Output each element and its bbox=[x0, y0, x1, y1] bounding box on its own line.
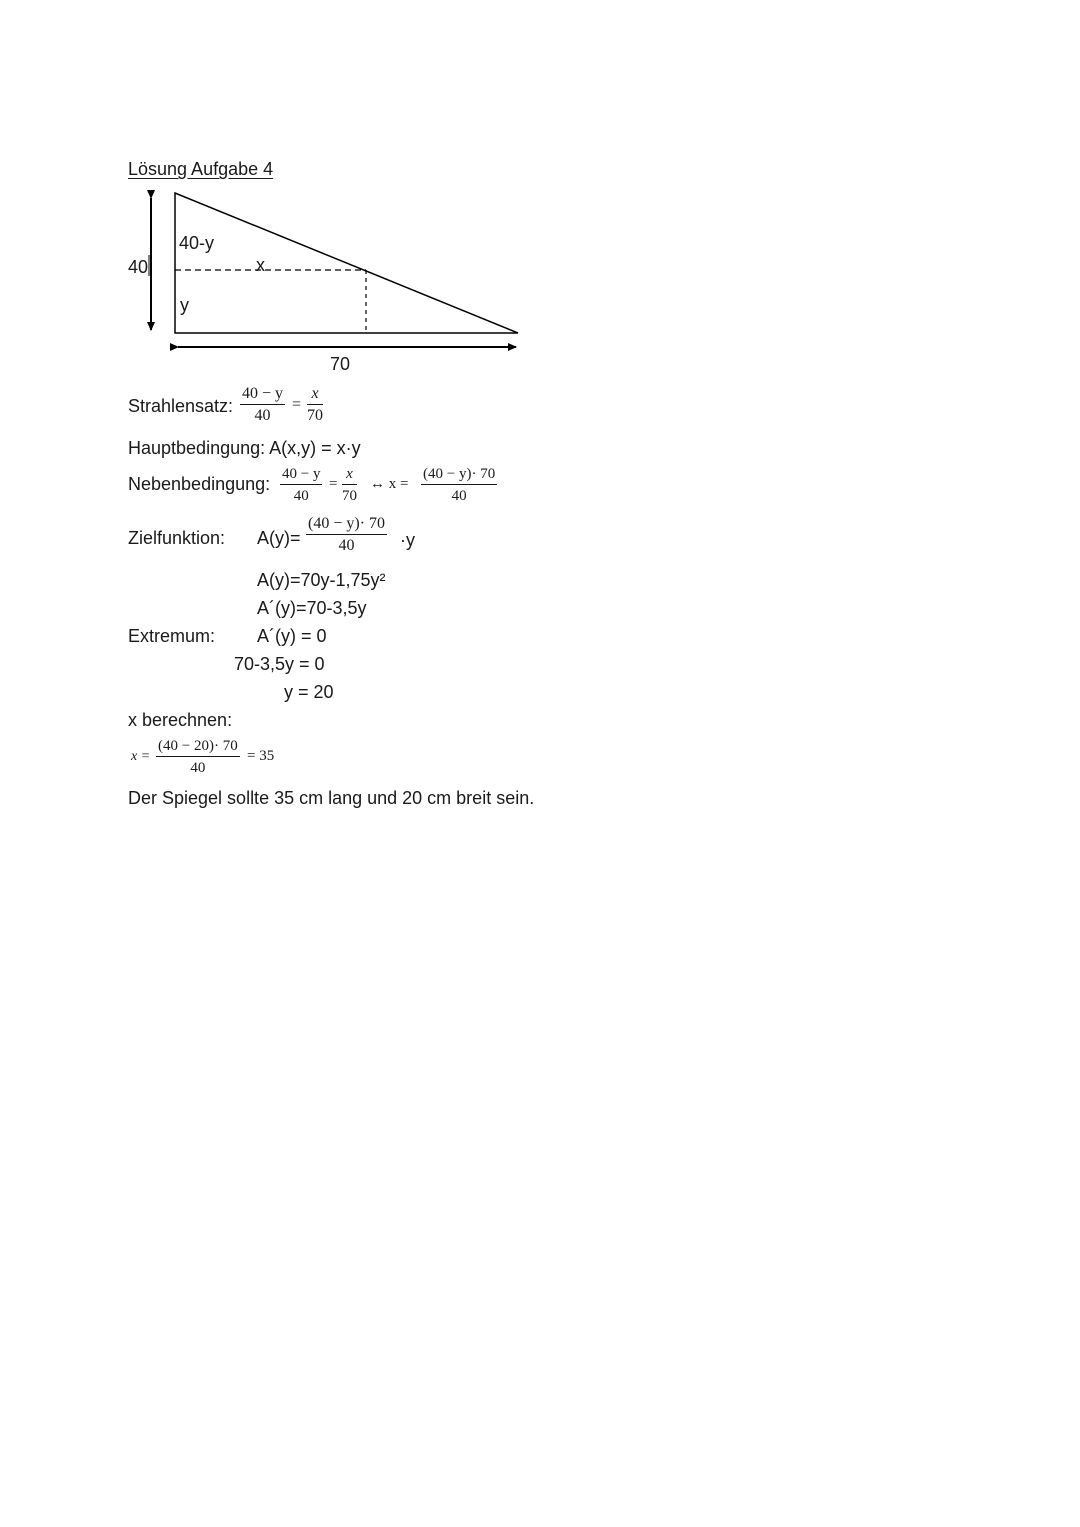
fraction-denominator: 40 bbox=[451, 488, 467, 504]
fraction-denominator: 70 bbox=[307, 407, 323, 424]
extremum-line-1: A´(y) = 0 bbox=[257, 626, 327, 646]
strahlensatz-label: Strahlensatz: bbox=[128, 396, 234, 416]
diagram-label-x: x bbox=[256, 255, 265, 275]
fraction-denominator: 40 bbox=[254, 407, 271, 424]
zielfunktion-prefix: A(y)= bbox=[257, 528, 301, 548]
diagram-label-y: y bbox=[180, 295, 189, 315]
x-berechnen-fraction bbox=[156, 737, 240, 777]
diagram-label-height: 40 bbox=[128, 257, 149, 277]
fraction-numerator: (40 − y)· 70 bbox=[306, 515, 387, 535]
nebenbedingung-label: Nebenbedingung: bbox=[128, 474, 271, 494]
extremum-label: Extremum: bbox=[128, 626, 216, 646]
conclusion-text: Der Spiegel sollte 35 cm lang und 20 cm breit sein. bbox=[128, 788, 535, 808]
nebenbedingung-solution-fraction bbox=[421, 465, 497, 505]
zielfunktion-fraction bbox=[306, 515, 387, 555]
page-title: Lösung Aufgabe 4 bbox=[128, 159, 274, 179]
equivalence-arrow: ↔ x = bbox=[370, 476, 409, 492]
fraction-denominator: 40 bbox=[293, 488, 309, 504]
fraction-numerator: x bbox=[307, 385, 323, 405]
equals-sign: = bbox=[292, 396, 302, 413]
hauptbedingung: Hauptbedingung: A(x,y) = x·y bbox=[128, 438, 361, 458]
fraction-numerator: 40 − y bbox=[240, 385, 285, 405]
fraction-numerator: (40 − y)· 70 bbox=[421, 465, 497, 485]
diagram-label-upper: 40-y bbox=[179, 233, 215, 253]
x-berechnen-label: x berechnen: bbox=[128, 710, 233, 730]
extremum-line-2: 70-3,5y = 0 bbox=[234, 654, 325, 674]
fraction-denominator: 40 bbox=[338, 537, 355, 554]
x-berechnen-result: = 35 bbox=[247, 748, 275, 764]
fraction-denominator: 70 bbox=[342, 488, 357, 504]
x-berechnen-prefix: x = bbox=[131, 749, 151, 764]
extremum-line-3: y = 20 bbox=[284, 682, 334, 702]
strahlensatz-rhs-fraction bbox=[307, 385, 323, 425]
fraction-numerator: 40 − y bbox=[280, 465, 322, 485]
triangle bbox=[175, 193, 518, 333]
nebenbedingung-lhs-fraction bbox=[280, 465, 322, 505]
zielfunktion-label: Zielfunktion: bbox=[128, 528, 226, 548]
strahlensatz-lhs-fraction bbox=[240, 385, 285, 425]
triangle-diagram bbox=[0, 0, 560, 380]
fraction-numerator: (40 − 20)· 70 bbox=[156, 737, 240, 757]
nebenbedingung-rhs-fraction bbox=[342, 465, 357, 505]
fraction-denominator: 40 bbox=[190, 760, 206, 776]
equals-sign: = bbox=[329, 476, 338, 492]
area-function: A(y)=70y-1,75y² bbox=[257, 570, 386, 590]
fraction-numerator: x bbox=[342, 465, 357, 485]
zielfunktion-suffix: ·y bbox=[400, 530, 415, 550]
diagram-label-base: 70 bbox=[330, 354, 351, 374]
area-derivative: A´(y)=70-3,5y bbox=[257, 598, 367, 618]
